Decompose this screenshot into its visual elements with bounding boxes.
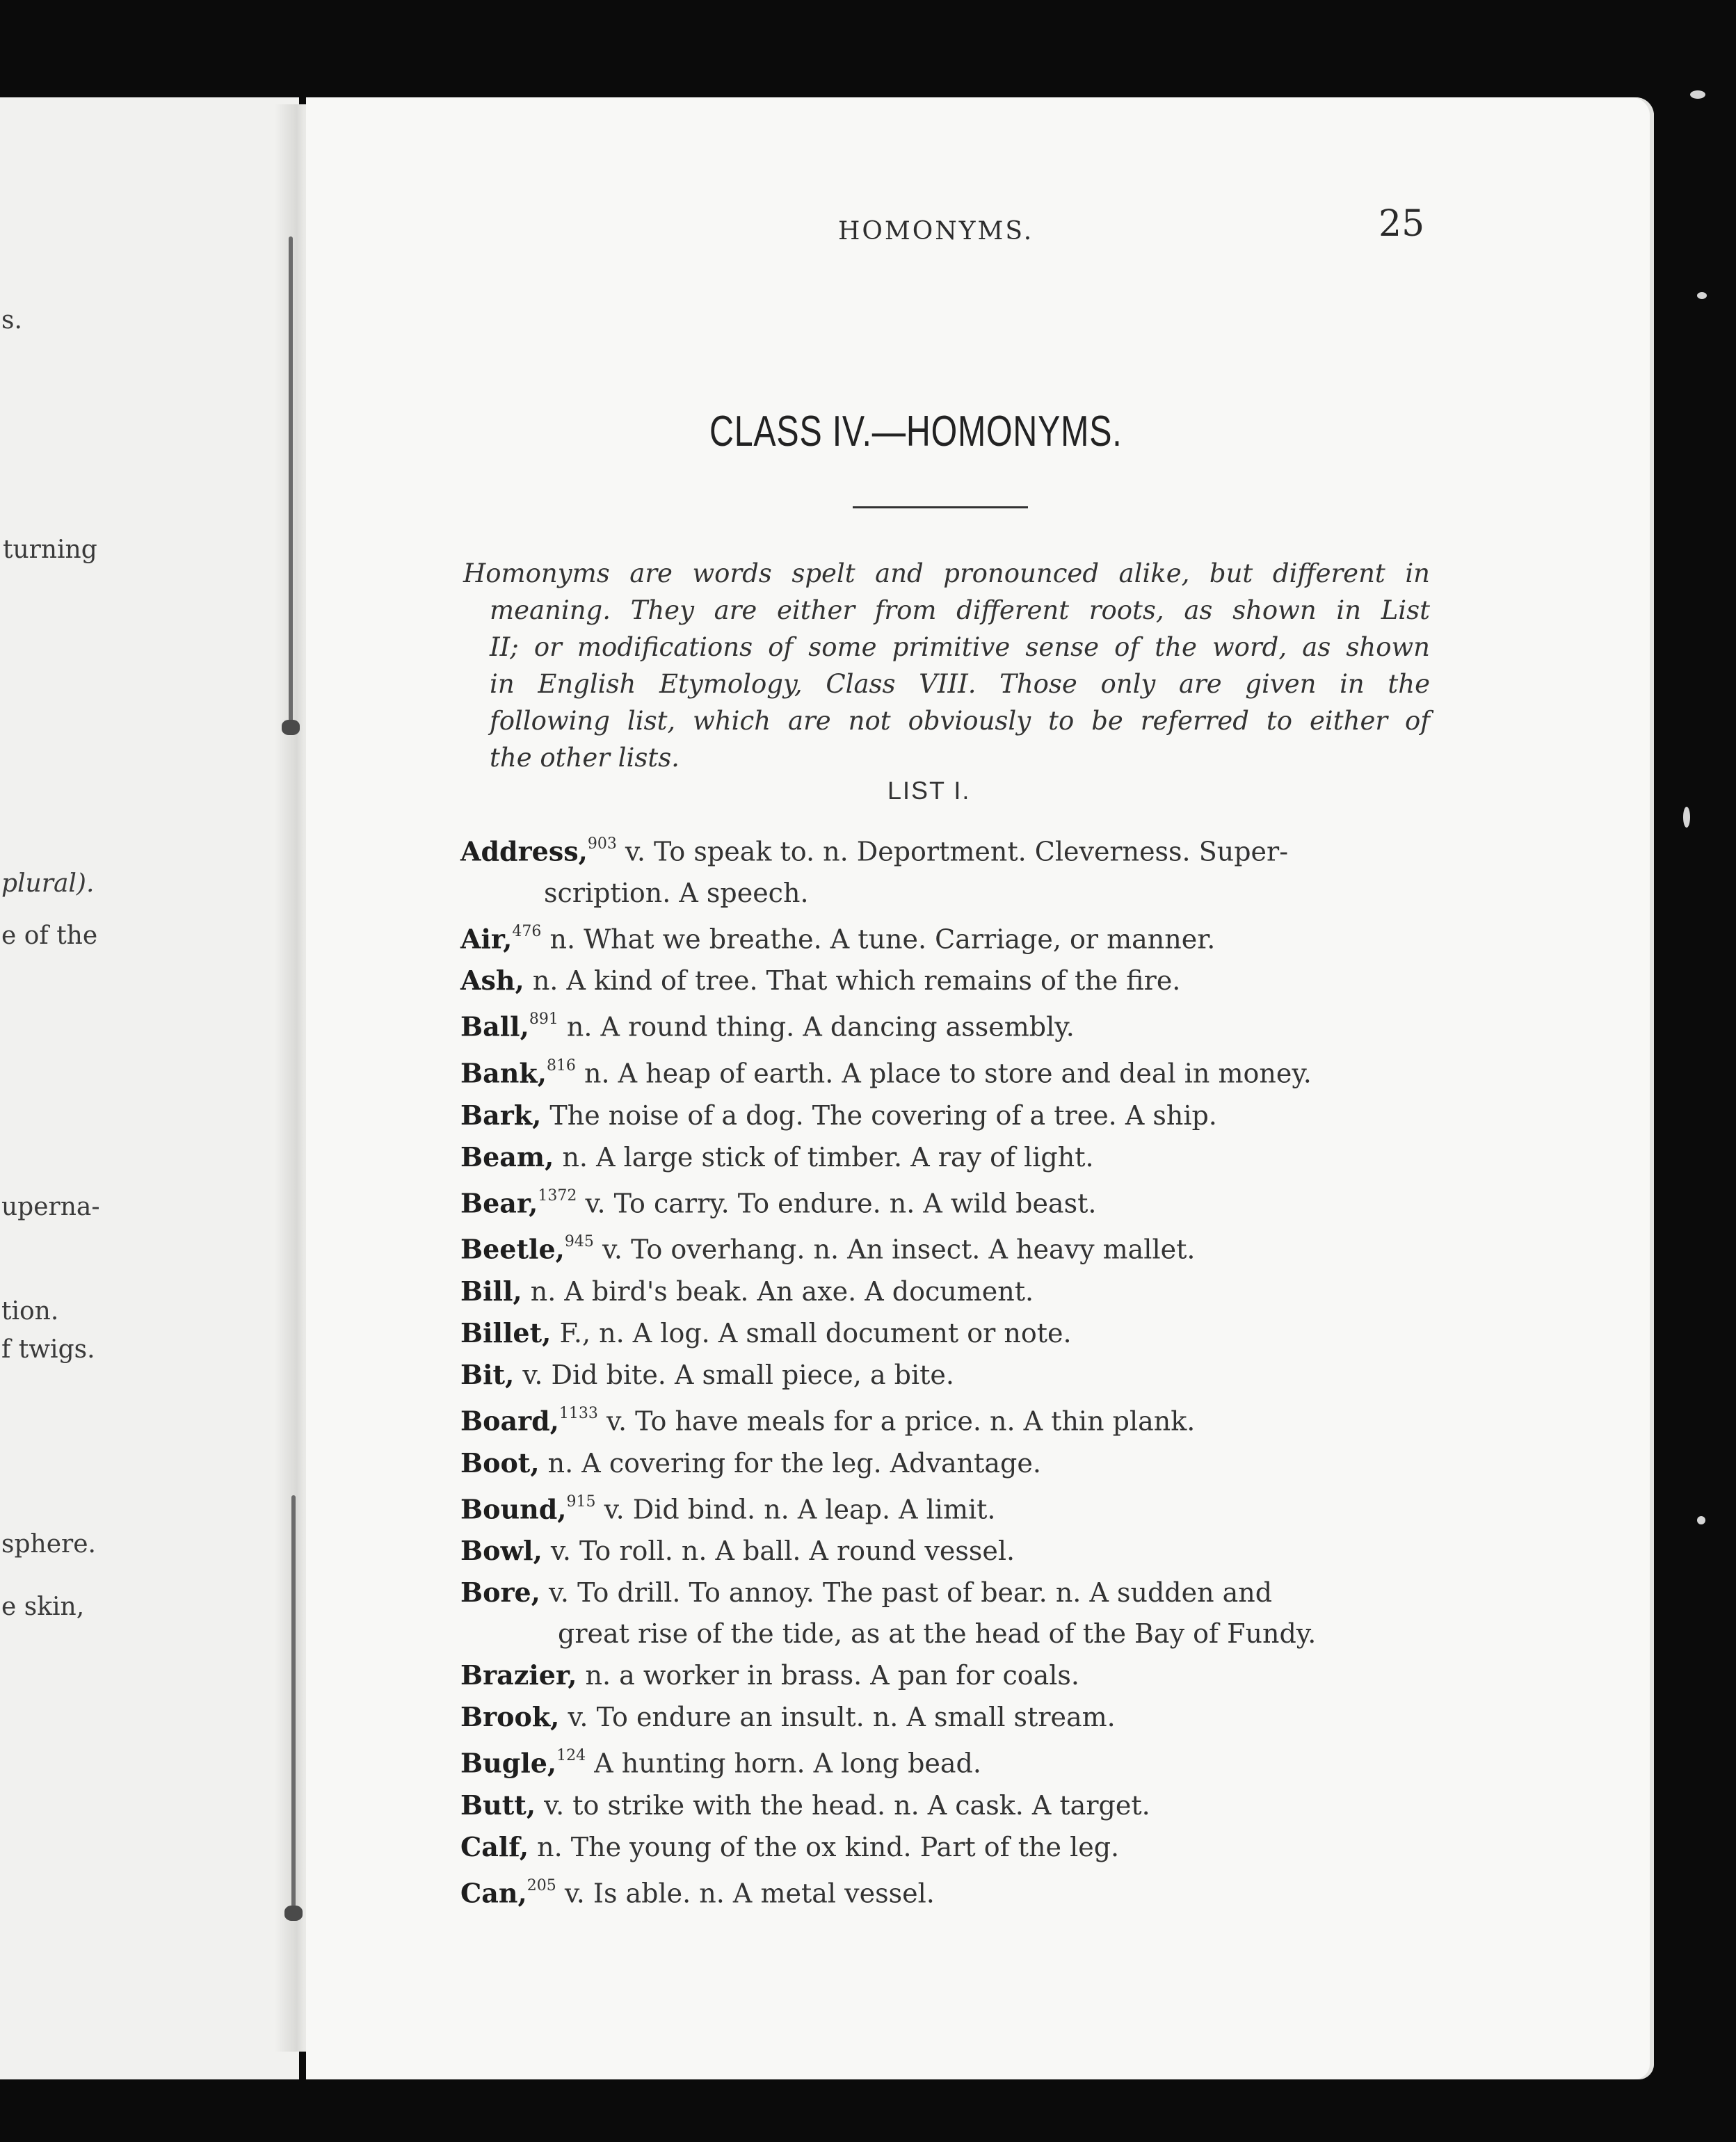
headword: Bear, xyxy=(460,1187,538,1219)
headword: Bank, xyxy=(460,1057,547,1089)
left-fragment: turning xyxy=(3,536,97,564)
definition: n. The young of the ox kind. Part of the leg. xyxy=(529,1831,1120,1862)
headword: Bore, xyxy=(460,1577,540,1609)
binding-knot xyxy=(284,1906,303,1921)
definition-continuation: great rise of the tide, as at the head of the Bay of Fundy. xyxy=(558,1618,1317,1650)
list-item xyxy=(460,1312,1434,1354)
reference-number: 903 xyxy=(587,835,617,853)
scan-speck xyxy=(1690,90,1705,99)
list-item xyxy=(460,960,1434,1001)
list-item xyxy=(460,1826,1434,1868)
headword: Billet, xyxy=(460,1316,552,1348)
list-item xyxy=(460,1224,1434,1271)
definition: v. To endure an insult. n. A small stream. xyxy=(559,1702,1116,1733)
list-item xyxy=(460,1530,1434,1572)
headword: Beam, xyxy=(460,1141,554,1173)
headword: Air, xyxy=(460,923,513,955)
scan-speck xyxy=(1697,1516,1705,1524)
definition: n. What we breathe. A tune. Carriage, or manner. xyxy=(541,924,1216,955)
intro-line: in English Etymology, Class VIII. Those only are given in the xyxy=(490,669,1430,699)
definition: v. To speak to. n. Deportment. Cleverness. Super- xyxy=(616,836,1289,867)
reference-number: 1133 xyxy=(558,1404,598,1422)
running-head: HOMONYMS. xyxy=(838,217,1034,245)
definition: F., n. A log. A small document or note. xyxy=(551,1317,1072,1348)
definition: v. To carry. To endure. n. A wild beast. xyxy=(577,1188,1097,1219)
left-page xyxy=(0,97,299,2079)
definition: v. to strike with the head. n. A cask. A target. xyxy=(536,1789,1150,1821)
left-fragment: plural). xyxy=(1,869,95,898)
list-item xyxy=(460,1868,1434,1915)
intro-line: following list, which are not obviously to be referred to either of xyxy=(490,706,1430,736)
headword: Butt, xyxy=(460,1789,536,1821)
headword: Brazier, xyxy=(460,1659,577,1691)
definition: n. A covering for the leg. Advantage. xyxy=(539,1447,1041,1479)
definition: v. To overhang. n. An insect. A heavy mallet. xyxy=(593,1234,1196,1265)
headword: Bit, xyxy=(460,1358,515,1390)
list-item xyxy=(460,1442,1434,1484)
definition: n. A kind of tree. That which remains of the fire. xyxy=(524,965,1181,997)
title-rule xyxy=(853,506,1028,508)
reference-number: 816 xyxy=(546,1056,576,1074)
list-item xyxy=(460,1696,1434,1738)
left-fragment: f twigs. xyxy=(1,1335,95,1364)
reference-number: 1372 xyxy=(538,1186,577,1205)
headword: Bowl, xyxy=(460,1535,542,1567)
left-fragment: s. xyxy=(1,306,22,335)
intro-line: meaning. They are either from different roots, as shown in List xyxy=(490,595,1430,625)
intro-line: II; or modifications of some primitive sense of the word, as shown xyxy=(490,632,1430,662)
list-item xyxy=(460,1001,1434,1048)
class-title: CLASS IV.—HOMONYMS. xyxy=(709,408,1123,456)
headword: Ash, xyxy=(460,965,524,997)
headword: Bound, xyxy=(460,1493,567,1525)
list-item xyxy=(460,1572,1434,1654)
definition: n. A bird's beak. An axe. A document. xyxy=(522,1275,1034,1307)
definition: v. Did bind. n. A leap. A limit. xyxy=(595,1494,996,1525)
left-fragment: tion. xyxy=(1,1297,59,1326)
definition: v. Did bite. A small piece, a bite. xyxy=(514,1359,955,1390)
list-item xyxy=(460,1271,1434,1312)
headword: Beetle, xyxy=(460,1233,565,1265)
binding-thread xyxy=(291,1495,296,1919)
definition: n. A heap of earth. A place to store and deal in money. xyxy=(575,1058,1312,1089)
page-number: 25 xyxy=(1379,203,1425,245)
list-item xyxy=(460,1354,1434,1396)
reference-number: 124 xyxy=(556,1747,586,1765)
list-item xyxy=(460,1048,1434,1095)
headword: Board, xyxy=(460,1405,559,1437)
homonym-list xyxy=(460,826,1434,1915)
list-item xyxy=(460,1178,1434,1225)
list-item xyxy=(460,826,1434,914)
definition: n. A round thing. A dancing assembly. xyxy=(558,1011,1075,1042)
list-item xyxy=(460,1654,1434,1696)
headword: Address, xyxy=(460,835,588,867)
headword: Bugle, xyxy=(460,1747,557,1779)
definition: v. To roll. n. A ball. A round vessel. xyxy=(542,1536,1015,1567)
left-fragment: e of the xyxy=(1,921,98,950)
intro-line: the other lists. xyxy=(490,743,680,773)
list-item xyxy=(460,1785,1434,1826)
reference-number: 915 xyxy=(566,1492,596,1511)
headword: Brook, xyxy=(460,1701,560,1733)
reference-number: 945 xyxy=(564,1233,594,1251)
scan-speck xyxy=(1683,807,1690,828)
list-item xyxy=(460,1484,1434,1531)
scan-speck xyxy=(1697,292,1707,299)
binding-knot xyxy=(282,720,300,735)
reference-number: 476 xyxy=(512,922,542,940)
headword: Calf, xyxy=(460,1830,529,1862)
headword: Bill, xyxy=(460,1275,522,1307)
binding-thread xyxy=(289,236,293,730)
definition: The noise of a dog. The covering of a tree. A ship. xyxy=(541,1100,1217,1131)
definition: v. Is able. n. A metal vessel. xyxy=(556,1878,935,1909)
definition: n. a worker in brass. A pan for coals. xyxy=(577,1660,1080,1691)
intro-line: Homonyms are words spelt and pronounced alike, but different in xyxy=(463,558,1430,588)
headword: Ball, xyxy=(460,1010,529,1042)
headword: Bark, xyxy=(460,1099,542,1131)
definition: n. A large stick of timber. A ray of light. xyxy=(554,1141,1094,1173)
list-item xyxy=(460,1738,1434,1785)
definition: A hunting horn. A long bead. xyxy=(586,1748,981,1779)
reference-number: 205 xyxy=(527,1876,556,1894)
definition-continuation: scription. A speech. xyxy=(544,877,809,908)
left-fragment: sphere. xyxy=(1,1530,96,1559)
left-fragment: e skin, xyxy=(1,1593,85,1621)
list-item xyxy=(460,1095,1434,1136)
list-item xyxy=(460,1136,1434,1178)
list-heading: LIST I. xyxy=(887,776,971,805)
headword: Can, xyxy=(460,1877,527,1909)
definition: v. To drill. To annoy. The past of bear. n. A sudden and xyxy=(540,1577,1273,1609)
intro-paragraph xyxy=(463,555,1430,776)
list-item xyxy=(460,914,1434,960)
list-item xyxy=(460,1396,1434,1442)
headword: Boot, xyxy=(460,1447,540,1479)
definition: v. To have meals for a price. n. A thin plank. xyxy=(597,1406,1196,1437)
left-fragment: uperna- xyxy=(1,1193,100,1221)
reference-number: 891 xyxy=(529,1010,558,1029)
